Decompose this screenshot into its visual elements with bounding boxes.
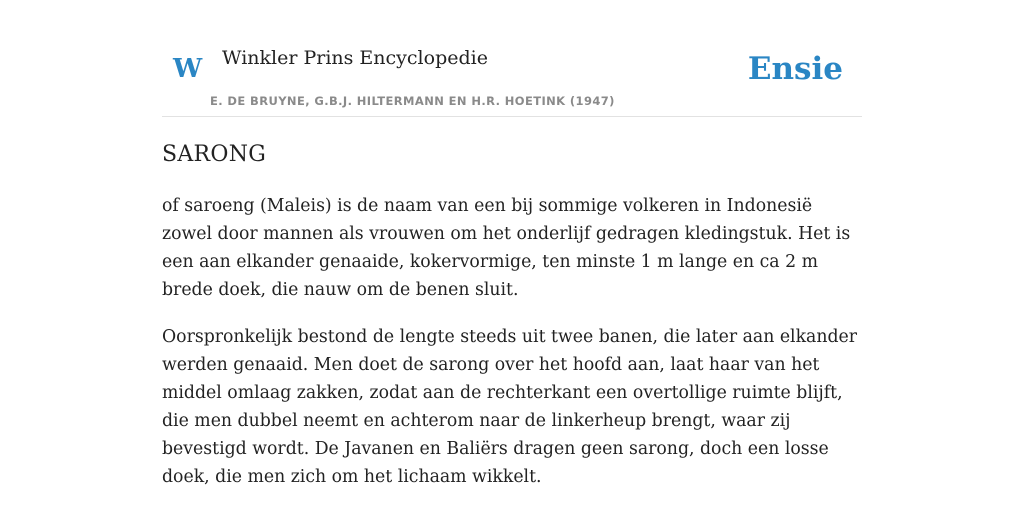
article-body (162, 192, 862, 510)
work-title[interactable]: Winkler Prins Encyclopedie (222, 47, 488, 69)
work-authors: E. DE BRUYNE, G.B.J. HILTERMANN EN H.R. HOETINK (1947) (210, 94, 615, 108)
ensie-logo-link[interactable]: Ensie (747, 51, 843, 87)
page-header (162, 0, 862, 117)
article-paragraph-2: Oorspronkelijk bestond de lengte steeds uit twee banen, die later aan elkander werden genaaid. Men doet de sarong over het hoofd aan, laat haar van het middel omlaag zakken, zodat aan de rechterkant een overtollige ruimte blijft, die men dubbel neemt en achterom naar de linkerheup brengt, waar zij bevestigd wordt. De Javanen en Baliërs dragen geen sarong, doch een losse doek, die men zich om het lichaam wikkelt. (162, 327, 858, 487)
article-lemma: SARONG (162, 142, 267, 167)
article-paragraph-1: of saroeng (Maleis) is de naam van een bij sommige volkeren in Indonesië zowel door mannen als vrouwen om het onderlijf gedragen kledingstuk. Het is een aan elkander genaaide, kokervormige, ten minste 1 m lange en ca 2 m brede doek, die nauw om de benen sluit. (162, 196, 851, 300)
work-logo[interactable]: W (173, 54, 203, 84)
